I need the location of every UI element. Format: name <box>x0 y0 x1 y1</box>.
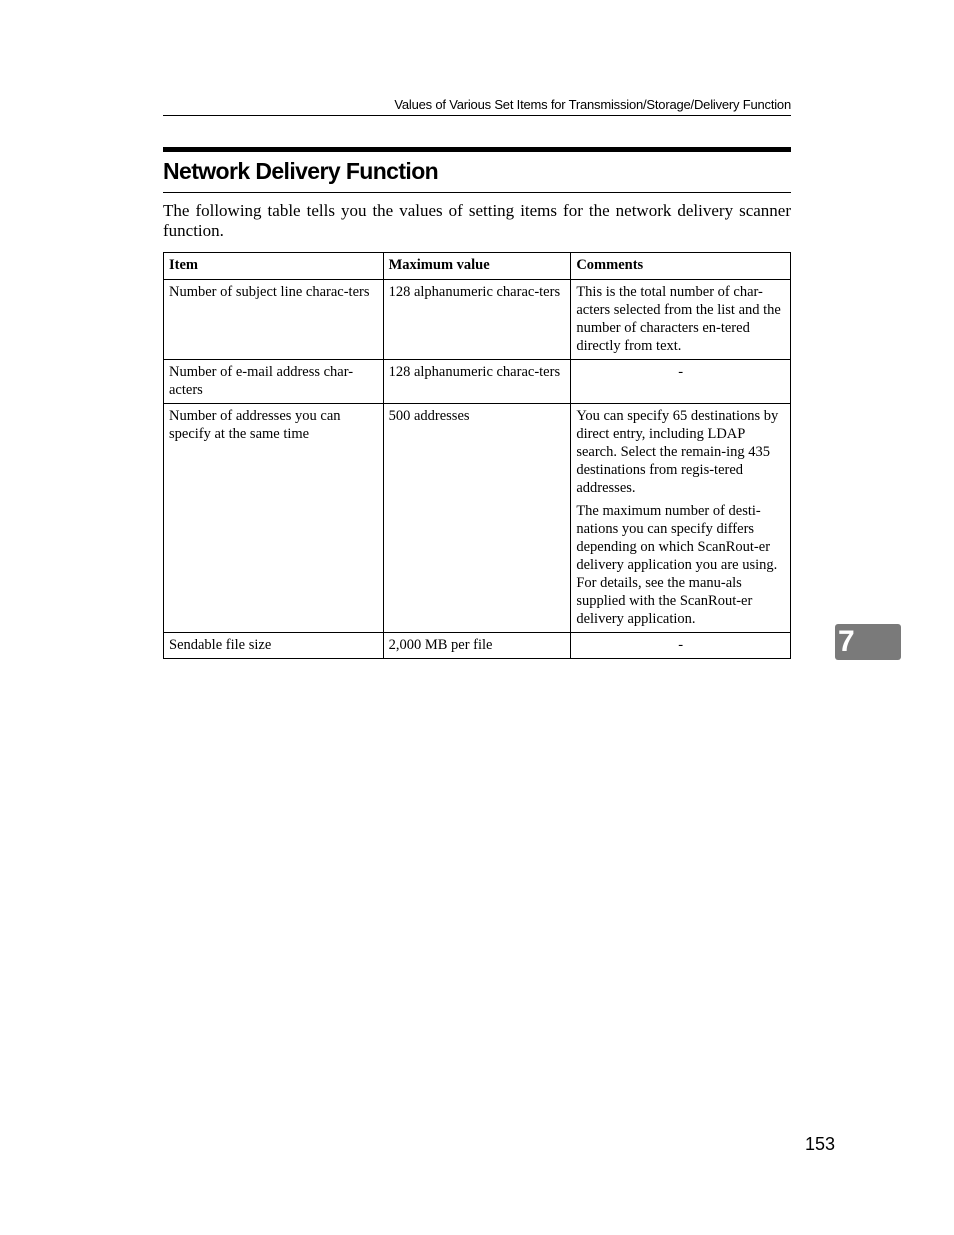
column-header-comments: Comments <box>571 253 791 280</box>
title-rule <box>163 147 791 152</box>
table-row <box>164 280 791 360</box>
cell-max-value: 128 alphanumeric charac-ters <box>383 360 571 404</box>
table-row <box>164 404 791 633</box>
column-header-item: Item <box>164 253 384 280</box>
cell-max-value: 128 alphanumeric charac-ters <box>383 280 571 360</box>
comment-text: You can specify 65 destinations by direct entry, including LDAP search. Select the remain-ing 435 destinations from regis-tered addresses. <box>576 408 779 496</box>
cell-comments <box>571 360 791 404</box>
table-row <box>164 633 791 659</box>
running-header: Values of Various Set Items for Transmission/Storage/Delivery Function <box>163 96 791 116</box>
settings-table <box>163 252 791 659</box>
intro-paragraph: The following table tells you the values of setting items for the network delivery scanner function. <box>163 201 791 240</box>
cell-item: Number of addresses you can specify at the same time <box>164 404 384 633</box>
cell-item: Sendable file size <box>164 633 384 659</box>
section-title: Network Delivery Function <box>163 155 791 193</box>
table-row <box>164 360 791 404</box>
comment-text: The maximum number of desti-nations you can specify differs depending on which ScanRout-er delivery application you are using. For details, see the manu-als supplied with the ScanRout-er delivery application. <box>576 503 778 627</box>
page-number: 153 <box>804 1134 835 1154</box>
comment-text: - <box>678 364 684 380</box>
table-header-row <box>164 253 791 280</box>
column-header-maximum-value: Maximum value <box>383 253 571 280</box>
comment-text: This is the total number of char-acters selected from the list and the number of characters en-tered directly from text. <box>576 284 781 354</box>
cell-max-value: 2,000 MB per file <box>383 633 571 659</box>
cell-comments <box>571 404 791 633</box>
chapter-tab: 7 <box>835 624 901 660</box>
cell-max-value: 500 addresses <box>383 404 571 633</box>
comment-text: - <box>678 637 684 653</box>
cell-item: Number of subject line charac-ters <box>164 280 384 360</box>
cell-item: Number of e-mail address char-acters <box>164 360 384 404</box>
cell-comments <box>571 280 791 360</box>
cell-comments <box>571 633 791 659</box>
